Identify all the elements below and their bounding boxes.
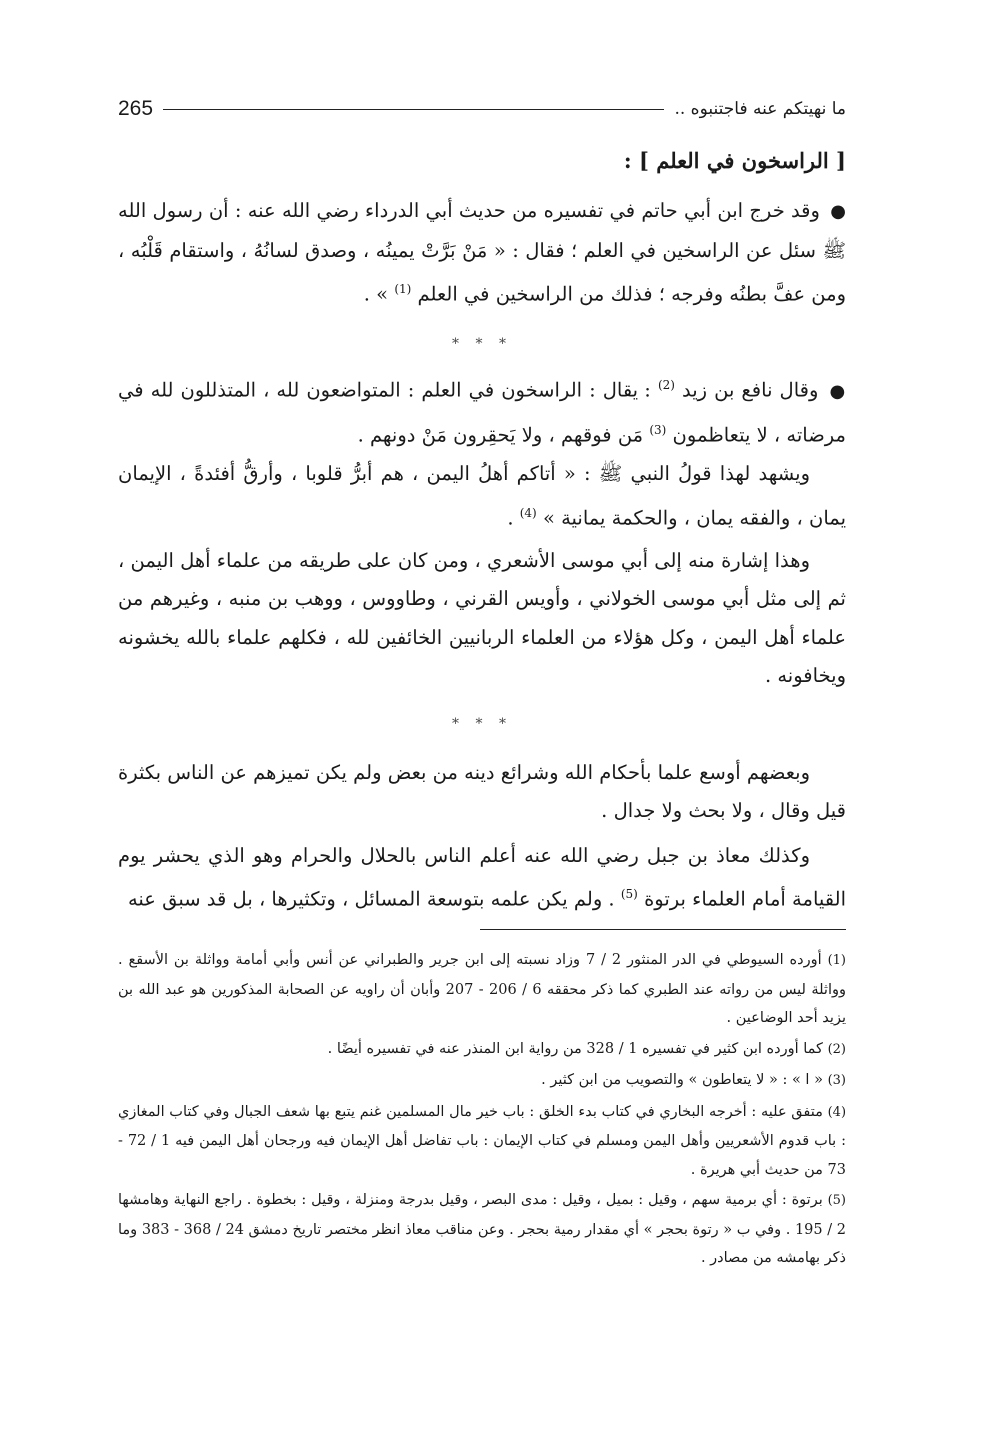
paragraph-1	[118, 192, 846, 314]
paragraph-text: وبعضهم أوسع علما بأحكام الله وشرائع دينه من بعض ولم يكن تميزهم عن الناس بكثرة قيل وقال ، ولا بحث ولا جدال .	[118, 760, 846, 822]
footnotes	[118, 946, 846, 1273]
footnote-5	[118, 1186, 846, 1273]
footnote-3	[118, 1066, 846, 1096]
paragraph-text: ويشهد لهذا قولُ النبي ﷺ : « أتاكم أهلُ اليمن ، هم أبرُّ قلوبا ، وأرقُّ أفئدةً ، الإيمان يمان ، والفقه يمان ، والحكمة يمانية »	[118, 462, 846, 529]
paragraph-2	[118, 366, 846, 455]
paragraph-6	[118, 837, 846, 920]
section-separator: * * *	[452, 336, 512, 352]
footnote-text: كما أورده ابن كثير في تفسيره 1 / 328 من رواية ابن المنذر عنه في تفسيره أيضًا .	[327, 1040, 823, 1057]
paragraph-3	[118, 455, 846, 538]
footnote-ref[interactable]: (5)	[620, 887, 638, 901]
footnote-mark: (4)	[827, 1104, 847, 1120]
paragraph-5	[118, 754, 846, 831]
footnote-text: برتوة : أي برمية سهم ، وقيل : بميل ، وقيل : مدى البصر ، وقيل بدرجة ومنزلة ، وقيل : بخطوة . راجع النهاية وهامشها 2 / 195 . وفي ب « رتوة بحجر » أي مقدار رمية بحجر . وعن مناقب معاذ انظر مختصر تاريخ دمشق 24 / 368 - 383 وما ذكر بهامشه من مصادر .	[118, 1192, 846, 1266]
footnote-ref[interactable]: (4)	[519, 505, 537, 520]
bullet-icon: ●	[830, 201, 846, 222]
footnote-mark: (5)	[827, 1193, 846, 1208]
paragraph-text: : يقال : الراسخون في العلم : المتواضعون لله ، المتذللون لله في مرضاته ، لا يتعاظمون	[118, 378, 846, 447]
footnote-rule	[480, 929, 846, 930]
running-header	[118, 92, 846, 126]
paragraph-4	[118, 542, 846, 696]
paragraph-text: وقال نافع بن زيد	[682, 378, 819, 402]
book-page	[118, 92, 846, 1392]
footnote-mark: (2)	[827, 1041, 846, 1057]
footnote-ref[interactable]: (3)	[649, 423, 667, 437]
footnote-ref[interactable]: (2)	[657, 378, 675, 392]
running-title: ما نهيتكم عنه فاجتنبوه ..	[674, 99, 846, 119]
footnote-text: أورده السيوطي في الدر المنثور 2 / 7 وزاد نسبته إلى ابن جرير والطبراني عن أنس وأبي أمامة وواثلة بن الأسقع . وواثلة ليس من رواته عند الطبري كما ذكر محققه 6 / 206 - 207 وأبان أن راويه عن الصحابة المذكورين هو عبد الله بن يزيد أحد الوضاعين .	[118, 952, 846, 1026]
paragraph-tail: . ولم يكن علمه بتوسعة المسائل ، وتكثيرها ، بل قد سبق عنه	[127, 887, 615, 911]
footnote-4	[118, 1098, 846, 1185]
paragraph-tail: مَن فوقهم ، ولا يَحقِرون مَنْ دونهم .	[357, 423, 644, 447]
footnote-text: « ا » : « لا يتعاطون » والتصويب من ابن كثير .	[541, 1072, 823, 1088]
section-heading: [ الراسخون في العلم ] :	[623, 148, 846, 173]
paragraph-tail: » .	[363, 282, 389, 306]
footnote-mark: (1)	[827, 953, 846, 968]
footnote-mark: (3)	[827, 1073, 846, 1088]
header-rule	[163, 109, 664, 110]
footnote-text: متفق عليه : أخرجه البخاري في كتاب بدء الخلق : باب خير مال المسلمين غنم يتبع بها شعف الجبال وفي كتاب المغازي : باب قدوم الأشعريين وأهل اليمن ومسلم في كتاب الإيمان : باب تفاضل أهل الإيمان فيه ورجحان أهل اليمن فيه 1 / 72 - 73 من حديث أبي هريرة .	[118, 1103, 846, 1178]
footnote-ref[interactable]: (1)	[394, 282, 412, 296]
paragraph-text: وهذا إشارة منه إلى أبي موسى الأشعري ، ومن كان على طريقه من علماء أهل اليمن ، ثم إلى مثل أبي موسى الخولاني ، وأويس القرني ، وطاووس ، ووهب بن منبه ، وغيرهم من علماء أهل اليمن ، وكل هؤلاء من العلماء الربانيين الخائفين لله ، فكلهم علماء بالله يخشونه ويخافونه .	[118, 548, 846, 687]
page-number: 265	[118, 97, 154, 120]
footnote-2	[118, 1035, 846, 1065]
paragraph-text: وقد خرج ابن أبي حاتم في تفسيره من حديث أبي الدرداء رضي الله عنه : أن رسول الله ﷺ سئل عن الراسخين في العلم ؛ فقال : « مَنْ بَرَّتْ يمينُه ، وصدق لسانُهُ ، واستقام قَلْبُه ، ومن عفَّ بطنُه وفرجه ؛ فذلك من الراسخين في العلم	[118, 199, 846, 306]
bullet-icon: ●	[829, 380, 847, 402]
footnote-1	[118, 946, 846, 1033]
section-separator: * * *	[452, 715, 512, 732]
paragraph-text: وكذلك معاذ بن جبل رضي الله عنه أعلم الناس بالحلال والحرام وهو الذي يحشر يوم القيامة أمام العلماء برتوة	[118, 843, 846, 911]
paragraph-tail: .	[507, 506, 514, 529]
